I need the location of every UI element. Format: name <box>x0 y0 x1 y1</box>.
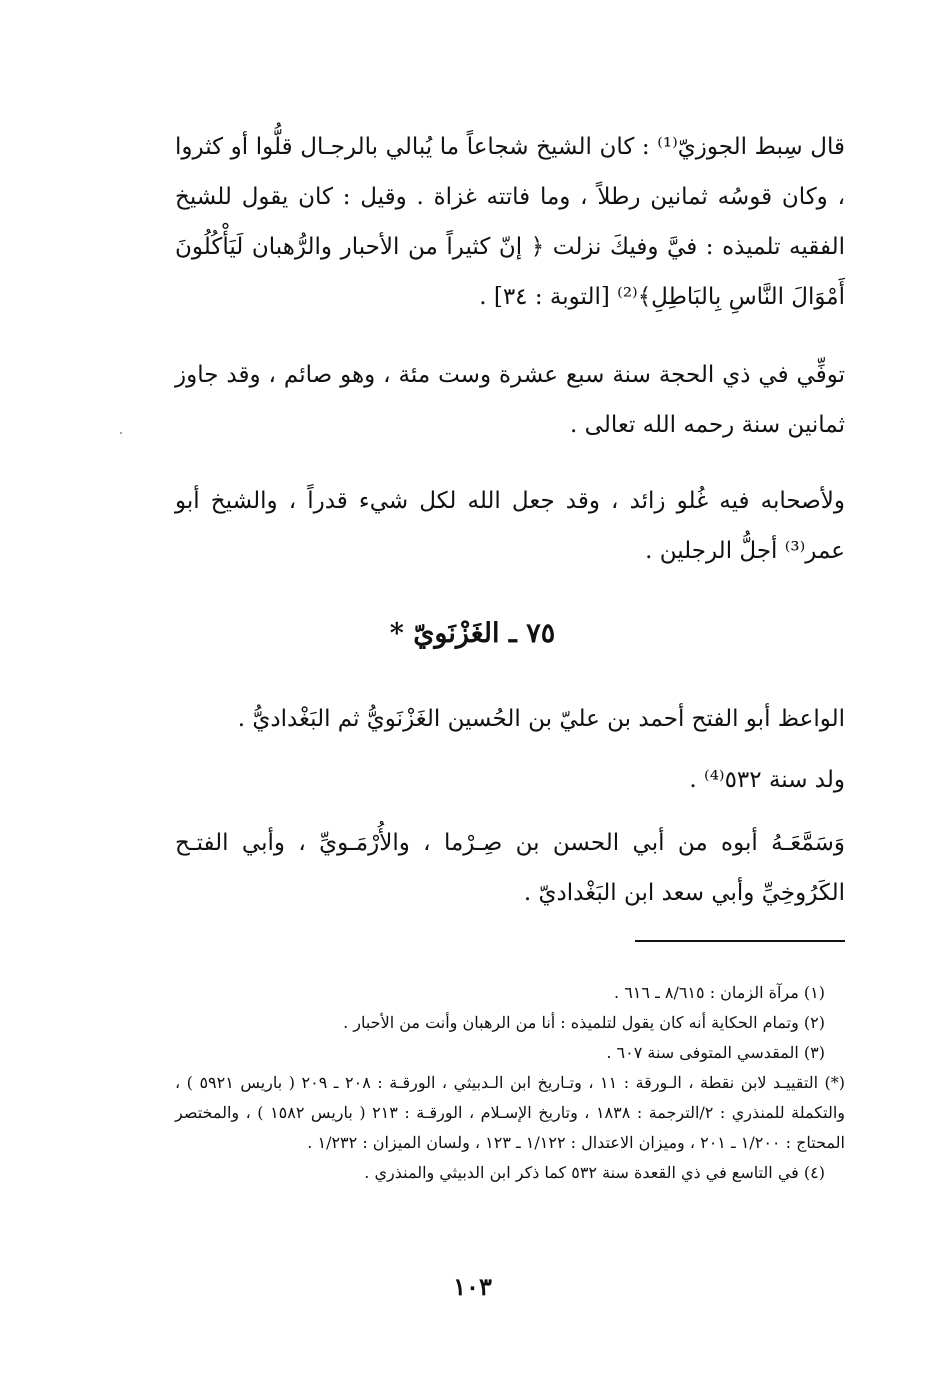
paragraph-name <box>175 694 845 744</box>
footnotes <box>175 978 845 1188</box>
paragraph-teachers <box>175 818 845 918</box>
entry-heading: ٧٥ ـ الغَزْنَويّ * <box>389 618 556 649</box>
paragraph-text: ولأصحابه فيه غُلو زائد ، وقد جعل الله لكل شيء قدراً ، والشيخ أبو عمر⁽³⁾ أجلُّ الرجلين . <box>175 488 845 564</box>
footnote-divider <box>635 940 845 942</box>
margin-mark <box>120 432 122 434</box>
footnote-star: (*) التقييـد لابن نقطة ، الـورقة : ١١ ، وتـاريخ ابن الـدبيثي ، الورقـة : ٢٠٨ ـ ٢٠٩ ( باريس ٥٩٢١ ) ، والتكملة للمنذري : ٢/الترجمة : ١٨٣٨ ، وتاريخ الإسـلام ، الورقـة : ٢١٣ ( باريس ١٥٨٢ ) ، والمختصر المحتاج : ١/٢٠٠ ـ ٢٠١ ، وميزان الاعتدال : ١/١٢٢ ـ ١٢٣ ، ولسان الميزان : ١/٢٣٢ . <box>175 1073 846 1152</box>
footnote-1: (١) مرآة الزمان : ٨/٦١٥ ـ ٦١٦ . <box>614 983 825 1002</box>
paragraph-text: ولد سنة ٥٣٢⁽⁴⁾ . <box>689 767 845 793</box>
footnote-4: (٤) في التاسع في ذي القعدة سنة ٥٣٢ كما ذكر ابن الدبيثي والمنذري . <box>364 1163 825 1182</box>
page-number: ١٠٣ <box>453 1272 492 1301</box>
paragraph-text: الواعظ أبو الفتح أحمد بن عليّ بن الحُسين الغَزْنَويُّ ثم البَغْداديُّ . <box>237 706 845 732</box>
paragraph-text: توفِّي في ذي الحجة سنة سبع عشرة وست مئة ، وهو صائم ، وقد جاوز ثمانين سنة رحمه الله تعالى . <box>175 362 845 438</box>
footnote-3: (٣) المقدسي المتوفى سنة ٦٠٧ . <box>606 1043 825 1062</box>
paragraph-text: قال سِبط الجوزيّ⁽¹⁾ : كان الشيخ شجاعاً ما يُبالي بالرجـال قلُّوا أو كثروا ، وكان قوسُه ثمانين رطلاً ، وما فاتته غزاة . وقيل : كان يقول للشيخ الفقيه تلميذه : فيَّ وفيكَ نزلت ﴿ إنّ كثيراً من الأحبار والرُّهبان لَيَأْكُلُونَ أَمْوَالَ النَّاسِ بِالبَاطِلِ﴾⁽²⁾ [التوبة : ٣٤] . <box>175 134 846 310</box>
paragraph-companions <box>175 476 845 576</box>
paragraph-sibt-quote <box>175 122 845 322</box>
paragraph-birth <box>175 755 845 805</box>
paragraph-text: وَسَمَّعَـهُ أبوه من أبي الحسن بن صِـرْما ، والأُرْمَـويِّ ، وأبي الفتـح الكَرُوخِيِّ وأبي سعد ابن البَغْداديّ . <box>175 830 845 906</box>
paragraph-death <box>175 350 845 450</box>
footnote-2: (٢) وتمام الحكاية أنه كان يقول لتلميذه : أنا من الرهبان وأنت من الأحبار . <box>343 1013 825 1032</box>
